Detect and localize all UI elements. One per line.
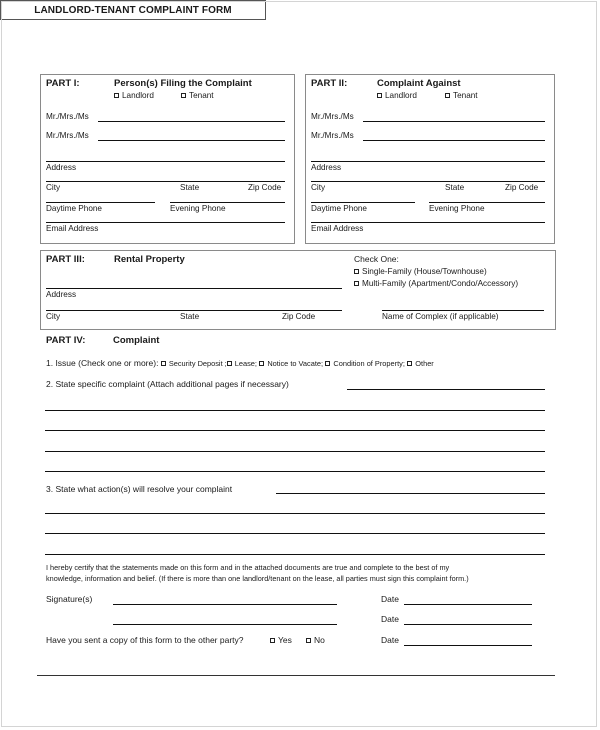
part2-email-field[interactable] bbox=[311, 222, 545, 223]
copy-question: Have you sent a copy of this form to the other party? bbox=[46, 635, 244, 645]
part2-heading: Complaint Against bbox=[377, 78, 461, 89]
part2-option-tenant[interactable]: Tenant bbox=[445, 91, 478, 100]
part2-city-field[interactable] bbox=[311, 181, 545, 182]
q2-line-3[interactable] bbox=[45, 430, 545, 431]
part2-state-label: State bbox=[445, 183, 465, 192]
checkbox-icon bbox=[161, 361, 166, 366]
checkbox-icon bbox=[259, 361, 264, 366]
part3-option-multi-family[interactable]: Multi-Family (Apartment/Condo/Accessory) bbox=[354, 279, 518, 288]
part3-label: PART III: bbox=[46, 254, 85, 265]
part2-name1-field[interactable] bbox=[363, 121, 545, 122]
part1-option-tenant[interactable]: Tenant bbox=[181, 91, 214, 100]
issue-other[interactable]: Other bbox=[407, 359, 433, 368]
part2-address-label: Address bbox=[311, 163, 342, 172]
q3-line-3[interactable] bbox=[45, 533, 545, 534]
part2-email-label: Email Address bbox=[311, 224, 364, 233]
checkbox-icon bbox=[445, 93, 450, 98]
part1-name1-field[interactable] bbox=[98, 121, 285, 122]
checkbox-icon bbox=[114, 93, 119, 98]
copy-option-no[interactable]: No bbox=[306, 635, 325, 645]
part1-zip-label: Zip Code bbox=[248, 183, 282, 192]
part4-q3-label: 3. State what action(s) will resolve your complaint bbox=[46, 484, 233, 494]
checkbox-icon bbox=[227, 361, 232, 366]
part2-name2-label: Mr./Mrs./Ms bbox=[311, 131, 354, 140]
copy-option-yes[interactable]: Yes bbox=[270, 635, 292, 645]
signature-label: Signature(s) bbox=[46, 594, 93, 604]
q3-line-2[interactable] bbox=[45, 513, 545, 514]
page-footer-divider bbox=[37, 675, 555, 676]
issue-condition-of-property[interactable]: Condition of Property; bbox=[325, 359, 404, 368]
part2-section bbox=[305, 74, 555, 244]
part1-name2-field[interactable] bbox=[98, 140, 285, 141]
part3-complex-field[interactable] bbox=[382, 310, 544, 311]
checkbox-icon bbox=[407, 361, 412, 366]
signature-line-1[interactable] bbox=[113, 604, 337, 605]
part2-name1-label: Mr./Mrs./Ms bbox=[311, 112, 354, 121]
date-label-2: Date bbox=[381, 614, 399, 624]
part2-city-label: City bbox=[311, 183, 326, 192]
checkbox-icon bbox=[270, 638, 275, 643]
q2-line-2[interactable] bbox=[45, 410, 545, 411]
q3-line-4[interactable] bbox=[45, 554, 545, 555]
part1-city-field[interactable] bbox=[46, 181, 285, 182]
part4-heading: Complaint bbox=[113, 335, 160, 346]
part1-city-label: City bbox=[46, 183, 61, 192]
part1-section bbox=[40, 74, 295, 244]
part3-city-field[interactable] bbox=[46, 310, 342, 311]
part3-city-label: City bbox=[46, 312, 61, 321]
part2-eve-phone-field[interactable] bbox=[429, 202, 545, 203]
part1-email-field[interactable] bbox=[46, 222, 285, 223]
part2-day-phone-field[interactable] bbox=[311, 202, 415, 203]
issue-notice-to-vacate[interactable]: Notice to Vacate; bbox=[259, 359, 323, 368]
date-field-2[interactable] bbox=[404, 624, 532, 625]
checkbox-icon bbox=[325, 361, 330, 366]
part1-name1-label: Mr./Mrs./Ms bbox=[46, 112, 89, 121]
part3-state-label: State bbox=[180, 312, 200, 321]
part1-state-label: State bbox=[180, 183, 200, 192]
part1-heading: Person(s) Filing the Complaint bbox=[114, 78, 252, 89]
checkbox-icon bbox=[181, 93, 186, 98]
part1-label: PART I: bbox=[46, 78, 80, 89]
checkbox-icon bbox=[354, 269, 359, 274]
part2-day-phone-label: Daytime Phone bbox=[311, 204, 367, 213]
q2-line-1[interactable] bbox=[347, 389, 545, 390]
certification-line-2: knowledge, information and belief. (If there is more than one landlord/tenant on the lease, all parties must sign this complaint form.) bbox=[46, 574, 469, 583]
date-label-3: Date bbox=[381, 635, 399, 645]
date-field-1[interactable] bbox=[404, 604, 532, 605]
part3-option-single-family[interactable]: Single-Family (House/Townhouse) bbox=[354, 267, 487, 276]
part3-check-one-label: Check One: bbox=[354, 254, 399, 264]
part2-label: PART II: bbox=[311, 78, 348, 89]
q2-line-4[interactable] bbox=[45, 451, 545, 452]
part1-option-landlord[interactable]: Landlord bbox=[114, 91, 154, 100]
part2-eve-phone-label: Evening Phone bbox=[429, 204, 485, 213]
certification-line-1: I hereby certify that the statements made on this form and in the attached documents are true and complete to the best of my bbox=[46, 563, 450, 572]
part3-heading: Rental Property bbox=[114, 254, 185, 265]
part3-address-label: Address bbox=[46, 290, 77, 299]
checkbox-icon bbox=[377, 93, 382, 98]
part1-eve-phone-label: Evening Phone bbox=[170, 204, 226, 213]
date-field-3[interactable] bbox=[404, 645, 532, 646]
part4-label: PART IV: bbox=[46, 335, 86, 346]
part1-email-label: Email Address bbox=[46, 224, 99, 233]
part3-complex-label: Name of Complex (if applicable) bbox=[382, 312, 499, 321]
part4-q1 bbox=[46, 358, 434, 368]
signature-line-2[interactable] bbox=[113, 624, 337, 625]
part1-address-label: Address bbox=[46, 163, 77, 172]
form-title: LANDLORD-TENANT COMPLAINT FORM bbox=[34, 4, 232, 16]
issue-lease[interactable]: Lease; bbox=[227, 359, 257, 368]
part1-day-phone-label: Daytime Phone bbox=[46, 204, 102, 213]
part1-name2-label: Mr./Mrs./Ms bbox=[46, 131, 89, 140]
q3-line-1[interactable] bbox=[276, 493, 545, 494]
part2-option-landlord[interactable]: Landlord bbox=[377, 91, 417, 100]
part1-day-phone-field[interactable] bbox=[46, 202, 155, 203]
issue-security-deposit[interactable]: Security Deposit ; bbox=[161, 359, 227, 368]
part2-name2-field[interactable] bbox=[363, 140, 545, 141]
part1-eve-phone-field[interactable] bbox=[170, 202, 285, 203]
part4-q1-prefix: 1. Issue (Check one or more): bbox=[46, 358, 159, 368]
part1-address-field[interactable] bbox=[46, 161, 285, 162]
part4-q2-label: 2. State specific complaint (Attach additional pages if necessary) bbox=[46, 379, 289, 389]
part2-address-field[interactable] bbox=[311, 161, 545, 162]
q2-line-5[interactable] bbox=[45, 471, 545, 472]
part2-zip-label: Zip Code bbox=[505, 183, 539, 192]
part3-address-field[interactable] bbox=[46, 288, 342, 289]
checkbox-icon bbox=[354, 281, 359, 286]
checkbox-icon bbox=[306, 638, 311, 643]
part3-zip-label: Zip Code bbox=[282, 312, 316, 321]
date-label-1: Date bbox=[381, 594, 399, 604]
